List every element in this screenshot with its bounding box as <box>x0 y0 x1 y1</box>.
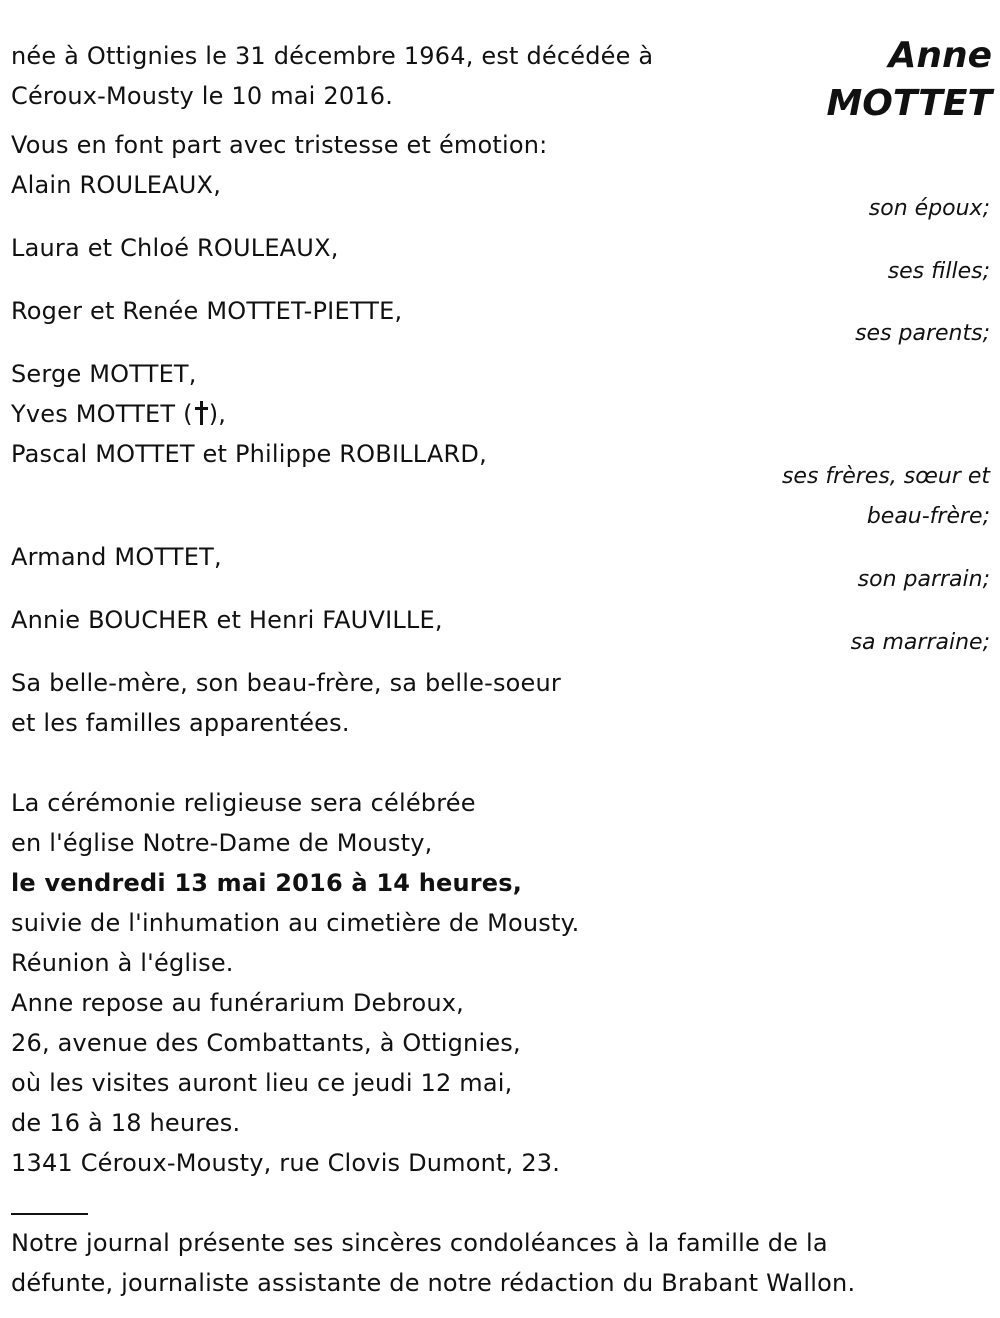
family-brother-pascal: Pascal MOTTET et Philippe ROBILLARD, <box>11 440 487 468</box>
cross-icon <box>195 401 207 425</box>
ceremony-line-8: où les visites auront lieu ce jeudi 12 mai, <box>11 1069 513 1097</box>
ceremony-line-5: Réunion à l'église. <box>11 949 234 977</box>
ceremony-line-6: Anne repose au funérarium Debroux, <box>11 989 465 1017</box>
announcement: Vous en font part avec tristesse et émotion: <box>11 131 548 159</box>
separator-rule <box>11 1213 88 1215</box>
role-daughters: ses filles; <box>887 259 990 284</box>
ceremony-date: le vendredi 13 mai 2016 à 14 heures, <box>11 869 523 897</box>
role-siblings-2: beau-frère; <box>866 504 990 529</box>
family-godmother: Annie BOUCHER et Henri FAUVILLE, <box>11 606 443 634</box>
ceremony-address: 1341 Céroux-Mousty, rue Clovis Dumont, 23. <box>11 1149 561 1177</box>
intro-line-2: Céroux-Mousty le 10 mai 2016. <box>11 82 394 110</box>
role-parents: ses parents; <box>855 321 990 346</box>
family-daughters: Laura et Chloé ROULEAUX, <box>11 234 339 262</box>
deceased-last-name: MOTTET <box>826 83 992 124</box>
family-extended-1: Sa belle-mère, son beau-frère, sa belle-soeur <box>11 669 561 697</box>
family-brother-yves <box>11 394 226 434</box>
deceased-first-name: Anne <box>888 35 992 76</box>
footer-line-2: défunte, journaliste assistante de notre rédaction du Brabant Wallon. <box>11 1269 856 1297</box>
role-godfather: son parrain; <box>857 567 990 592</box>
brother-yves-name: Yves MOTTET ( <box>11 400 193 428</box>
role-spouse: son époux; <box>868 196 990 221</box>
ceremony-line-4: suivie de l'inhumation au cimetière de Mousty. <box>11 909 580 937</box>
ceremony-line-9: de 16 à 18 heures. <box>11 1109 241 1137</box>
family-godfather: Armand MOTTET, <box>11 543 222 571</box>
family-extended-2: et les familles apparentées. <box>11 709 350 737</box>
ceremony-line-1: La cérémonie religieuse sera célébrée <box>11 789 476 817</box>
intro-line-1: née à Ottignies le 31 décembre 1964, est décédée à <box>11 42 654 70</box>
family-brother-serge: Serge MOTTET, <box>11 360 197 388</box>
footer-line-1: Notre journal présente ses sincères condoléances à la famille de la <box>11 1229 828 1257</box>
ceremony-line-7: 26, avenue des Combattants, à Ottignies, <box>11 1029 521 1057</box>
family-spouse: Alain ROULEAUX, <box>11 171 222 199</box>
role-godmother: sa marraine; <box>850 630 990 655</box>
role-siblings-1: ses frères, sœur et <box>781 464 990 489</box>
ceremony-line-2: en l'église Notre-Dame de Mousty, <box>11 829 433 857</box>
family-parents: Roger et Renée MOTTET-PIETTE, <box>11 297 403 325</box>
brother-yves-suffix: ), <box>208 400 227 428</box>
